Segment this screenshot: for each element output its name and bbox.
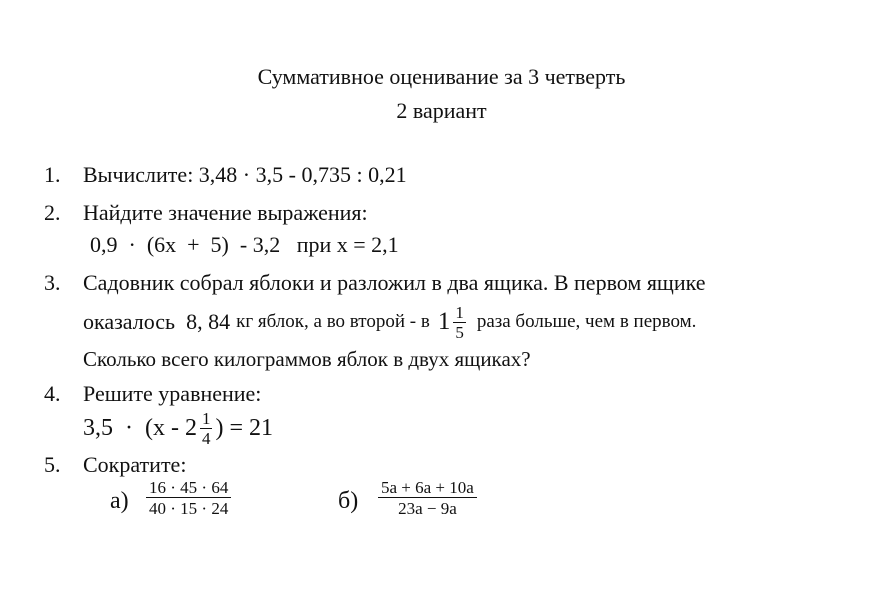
task-5a-denominator: 40 · 15 · 24 <box>149 499 229 518</box>
task-3-line-1: Садовник собрал яблоки и разложил в два ящика. В первом ящике <box>83 270 706 295</box>
page-title: Суммативное оценивание за 3 четверть <box>257 64 626 89</box>
variant-label: 2 вариант <box>396 98 487 123</box>
task-4-equation-left: 3,5 · (х - 2 <box>83 414 197 441</box>
task-1-number: 1. <box>44 162 61 187</box>
task-5a-numerator: 16 · 45 · 64 <box>146 479 231 498</box>
task-5a-label: а) <box>110 488 129 514</box>
task-3-fraction <box>453 304 466 341</box>
task-3-line-3: Сколько всего килограммов яблок в двух ящиках? <box>83 347 531 371</box>
task-3-weight: оказалось 8, 84 <box>83 309 231 334</box>
task-5-text: Сократите: <box>83 452 187 477</box>
task-5b-fraction <box>378 479 477 517</box>
task-3-fraction-numerator: 1 <box>455 302 464 322</box>
task-3-text-b: кг яблок, а во второй - в <box>236 311 430 332</box>
task-5-number: 5. <box>44 452 61 477</box>
task-4-equation <box>83 406 273 450</box>
task-3-text-c: раза больше, чем в первом. <box>476 311 697 332</box>
task-5a-fraction <box>146 479 231 517</box>
task-3-mixed-whole: 1 <box>437 308 451 335</box>
task-5b-denominator: 23a − 9a <box>398 499 457 518</box>
task-1-text: Вычислите: 3,48 · 3,5 - 0,735 : 0,21 <box>83 162 407 187</box>
task-5b-label: б) <box>338 488 359 514</box>
task-3-number: 3. <box>44 270 61 295</box>
task-3-line-2 <box>83 300 696 344</box>
task-4-fraction-numerator: 1 <box>201 408 211 428</box>
task-4-equation-right: ) = 21 <box>215 414 274 441</box>
task-4-text: Решите уравнение: <box>83 381 262 406</box>
task-4-number: 4. <box>44 381 61 406</box>
task-2-text: Найдите значение выражения: <box>83 200 368 225</box>
task-3-fraction-denominator: 5 <box>455 322 464 342</box>
task-4-fraction <box>200 410 213 447</box>
task-2-number: 2. <box>44 200 61 225</box>
task-5b-numerator: 5a + 6a + 10a <box>378 479 477 498</box>
task-4-fraction-denominator: 4 <box>201 428 211 448</box>
task-2-expression: 0,9 · (6х + 5) - 3,2 при х = 2,1 <box>90 232 399 257</box>
